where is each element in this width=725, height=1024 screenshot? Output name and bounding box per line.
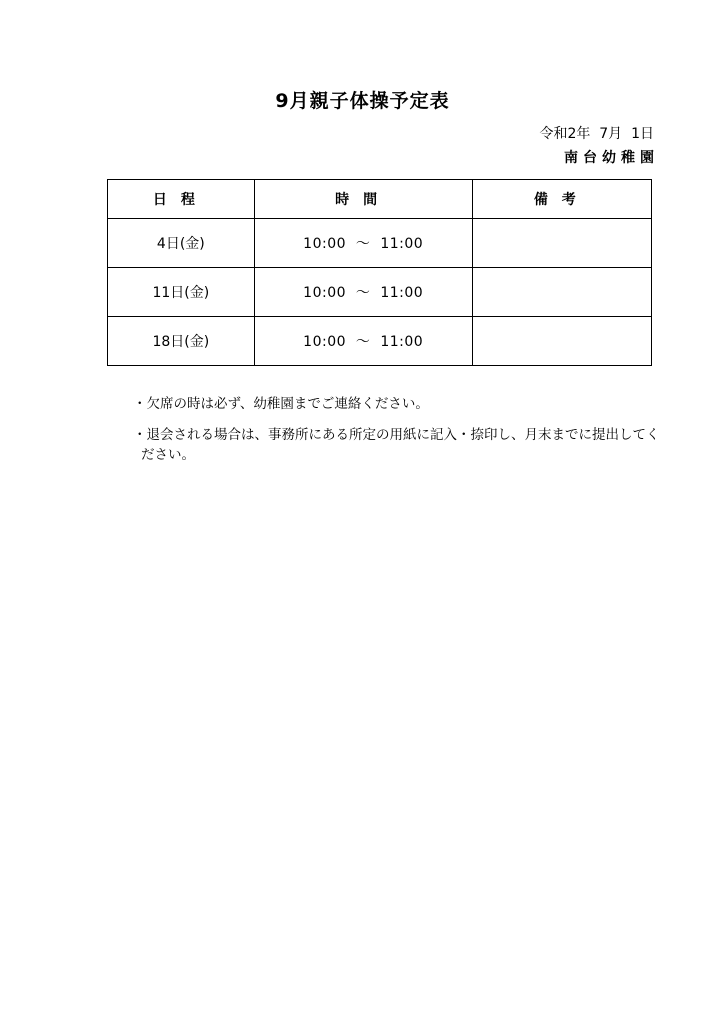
table-row <box>108 219 652 268</box>
row-time: 10:00 ～ 11:00 <box>254 219 472 268</box>
page-title: 9月親子体操予定表 <box>275 90 450 112</box>
row-note <box>472 219 651 268</box>
header-date: 日程 <box>108 180 255 219</box>
schedule-table <box>107 179 652 366</box>
note-withdrawal: ・退会される場合は、事務所にある所定の用紙に記入・捺印し、月末までに提出してください。 <box>133 427 660 463</box>
table-row <box>108 268 652 317</box>
row-note <box>472 317 651 366</box>
row-date: 18日(金) <box>108 317 255 366</box>
table-row <box>108 317 652 366</box>
organization-name: 南台幼稚園 <box>564 150 659 166</box>
row-date: 4日(金) <box>108 219 255 268</box>
issue-date: 令和2年 7月 1日 <box>539 126 654 142</box>
table-header-row <box>108 180 652 219</box>
note-absence: ・欠席の時は必ず、幼稚園までご連絡ください。 <box>133 396 429 412</box>
row-date: 11日(金) <box>108 268 255 317</box>
notes-section <box>133 394 663 476</box>
row-time: 10:00 ～ 11:00 <box>254 268 472 317</box>
row-note <box>472 268 651 317</box>
header-time: 時間 <box>254 180 472 219</box>
row-time: 10:00 ～ 11:00 <box>254 317 472 366</box>
header-note: 備考 <box>472 180 651 219</box>
